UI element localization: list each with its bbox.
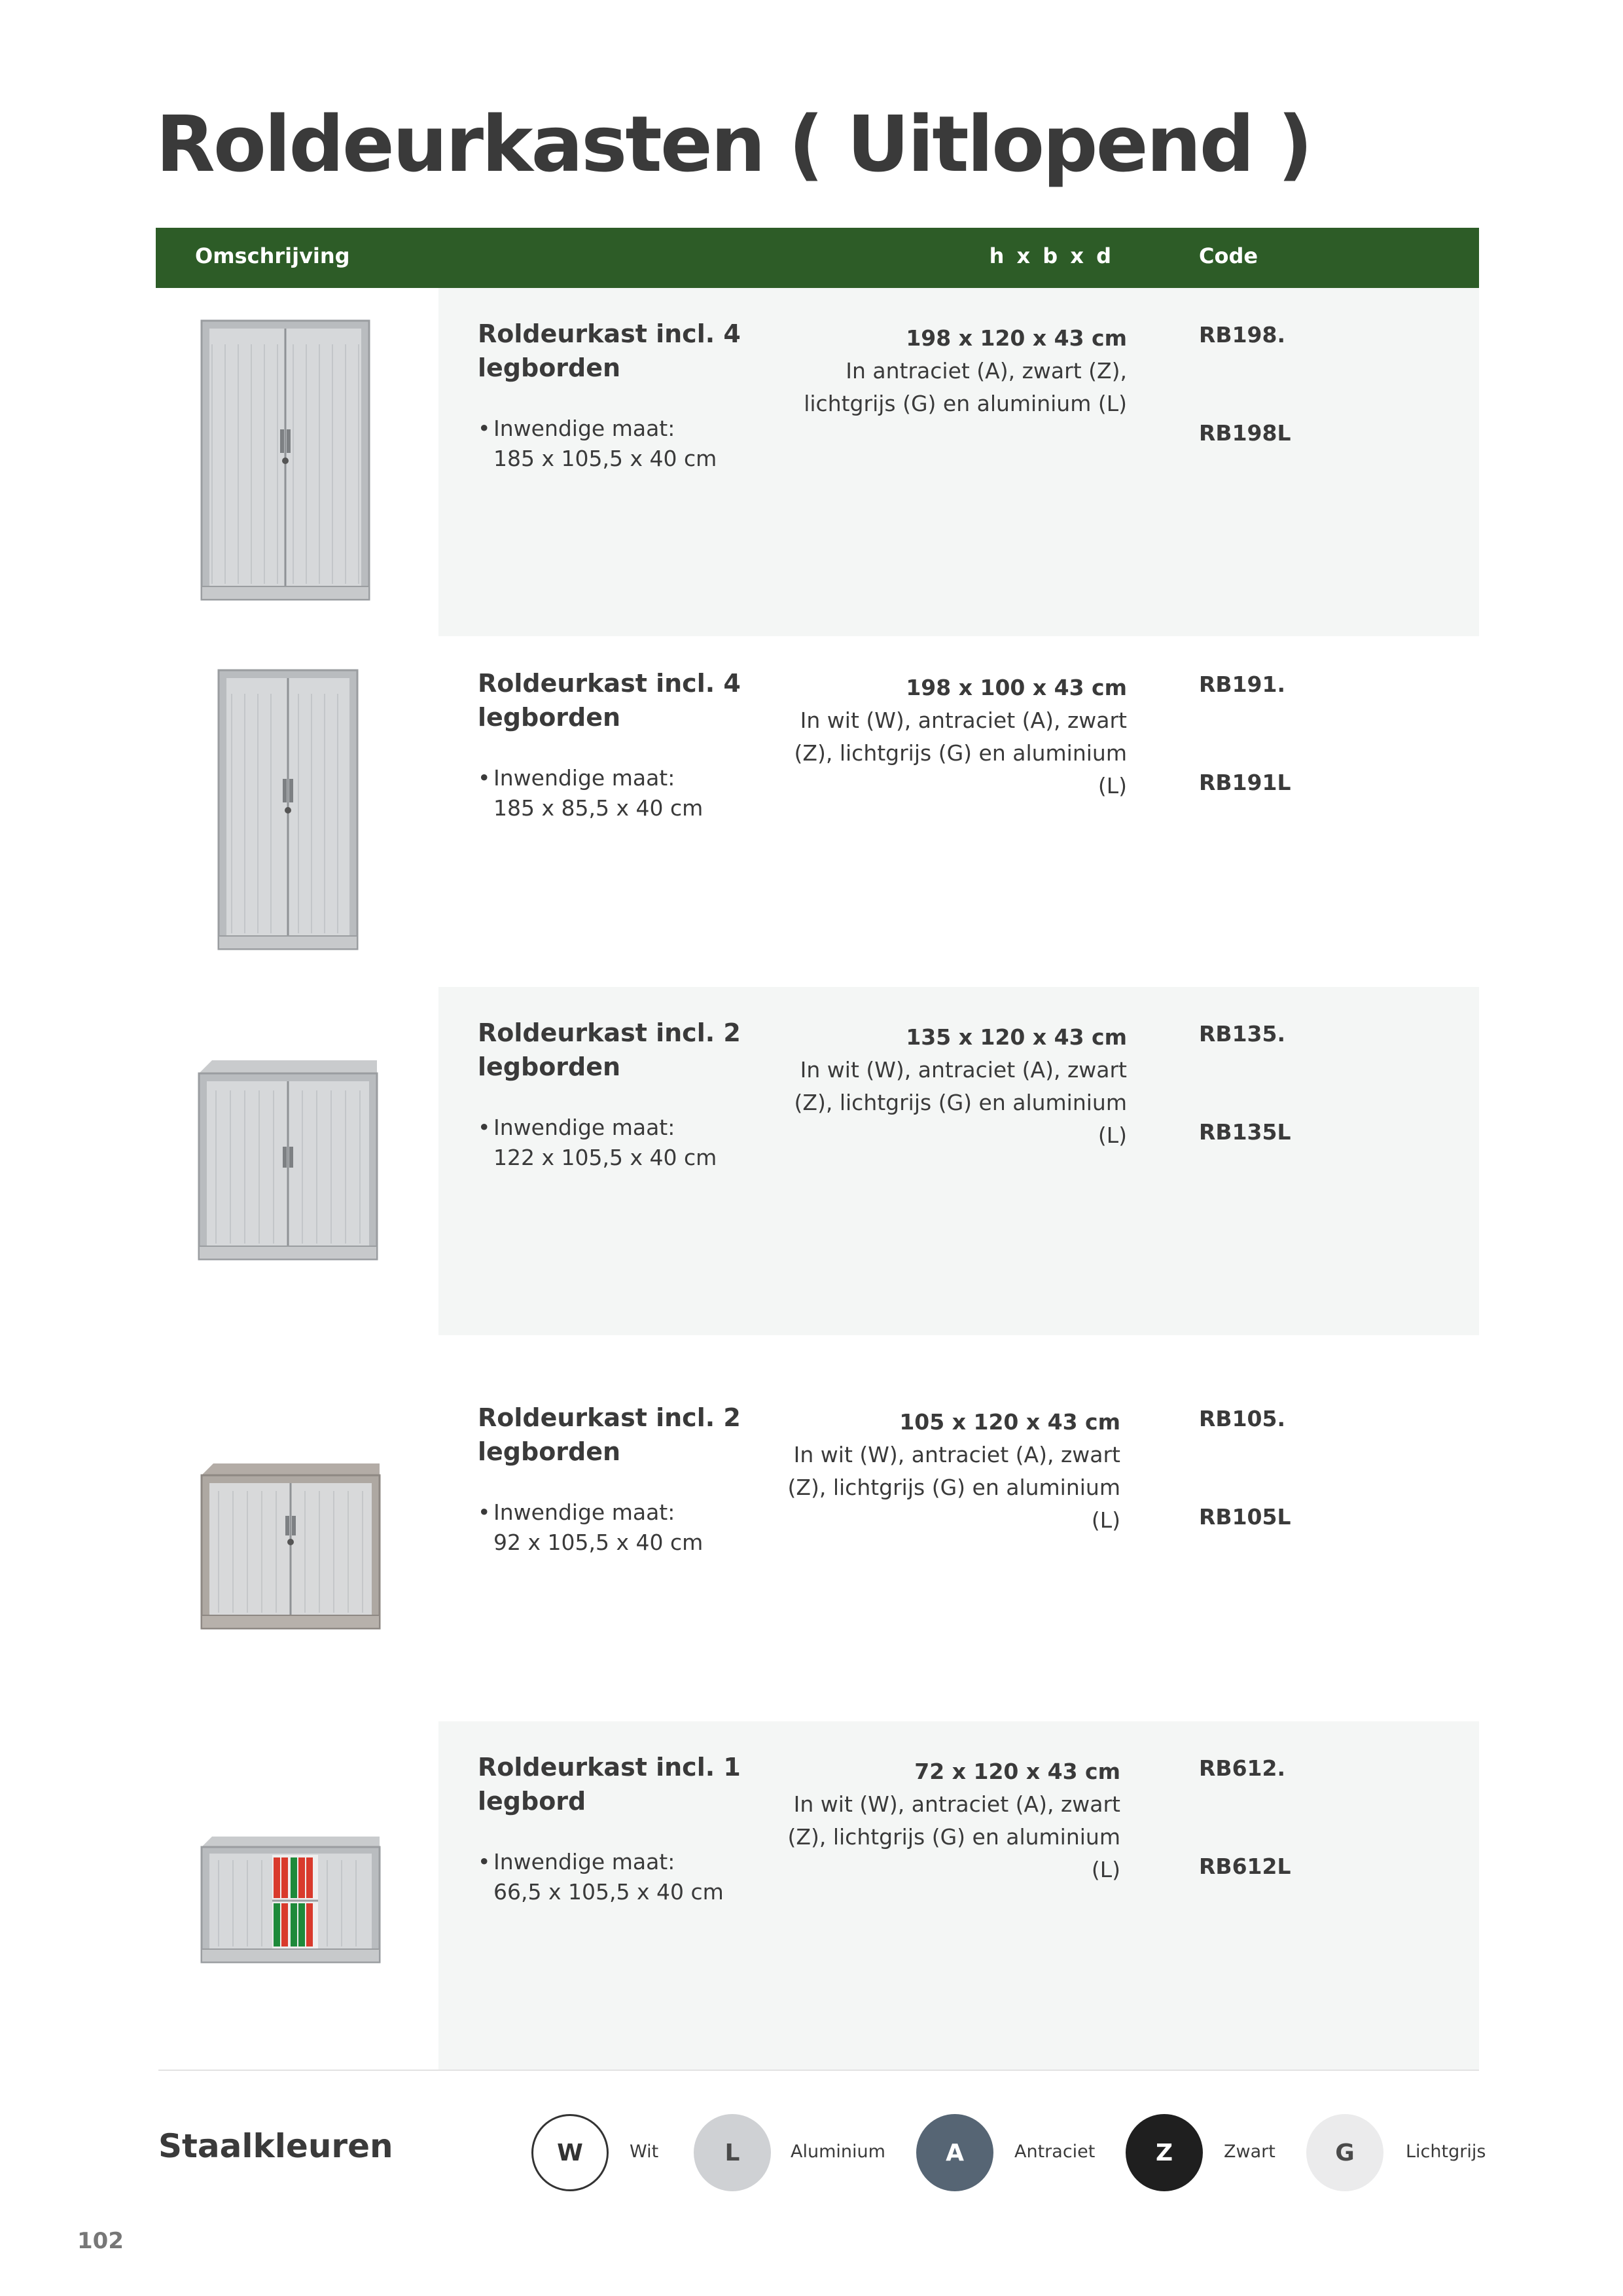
product-code: RB198.: [1199, 322, 1285, 348]
cabinet-image: [199, 318, 372, 602]
swatch-circle: Z: [1126, 2114, 1203, 2191]
inner-size-label: Inwendige maat:: [493, 1849, 675, 1874]
table-header: [156, 228, 1479, 288]
cabinet-image: [199, 1834, 382, 1965]
outer-size: 135 x 120 x 43 cm: [906, 1024, 1127, 1050]
bullet-icon: •: [478, 1849, 491, 1874]
product-row: [156, 637, 1479, 986]
header-dimensions: h x b x d: [989, 243, 1114, 268]
product-code: RB191.: [1199, 672, 1285, 697]
bullet-icon: •: [478, 765, 491, 791]
available-colors: In wit (W), antraciet (A), zwart (Z), lichtgrijs (G) en aluminium (L): [794, 708, 1127, 798]
cabinet-image: [216, 668, 360, 952]
product-name: Roldeurkast incl. 2 legborden: [478, 1018, 741, 1081]
product-code: RB612.: [1199, 1755, 1285, 1781]
product-name: Roldeurkast incl. 4 legborden: [478, 669, 741, 732]
inner-size-label: Inwendige maat:: [493, 765, 675, 791]
product-row: [156, 288, 1479, 636]
swatch-name: Zwart: [1224, 2142, 1275, 2162]
outer-size: 72 x 120 x 43 cm: [914, 1759, 1120, 1784]
dimensions: [760, 322, 1127, 420]
bullet-icon: •: [478, 416, 491, 441]
outer-size: 198 x 120 x 43 cm: [906, 325, 1127, 351]
header-description: Omschrijving: [195, 243, 350, 268]
swatch-circle: A: [916, 2114, 993, 2191]
outer-size: 198 x 100 x 43 cm: [906, 675, 1127, 700]
product-row: [156, 1721, 1479, 2070]
product-name: Roldeurkast incl. 1 legbord: [478, 1753, 741, 1816]
swatch-circle: L: [694, 2114, 771, 2191]
inner-size-value: 66,5 x 105,5 x 40 cm: [493, 1879, 724, 1905]
inner-size-value: 122 x 105,5 x 40 cm: [493, 1145, 717, 1170]
bullet-icon: •: [478, 1499, 491, 1525]
inner-size-label: Inwendige maat:: [493, 1115, 675, 1140]
product-code-aluminium: RB105L: [1199, 1504, 1291, 1530]
cabinet-image: [196, 1058, 380, 1262]
swatch-circle: G: [1306, 2114, 1383, 2191]
bullet-icon: •: [478, 1115, 491, 1140]
header-code: Code: [1199, 243, 1258, 268]
inner-size-value: 185 x 105,5 x 40 cm: [493, 446, 717, 471]
product-name: Roldeurkast incl. 2 legborden: [478, 1403, 741, 1466]
inner-size-value: 92 x 105,5 x 40 cm: [493, 1530, 704, 1555]
dimensions: [760, 1021, 1127, 1152]
dimensions: [760, 672, 1127, 802]
inner-size-value: 185 x 85,5 x 40 cm: [493, 795, 704, 821]
product-code-aluminium: RB198L: [1199, 420, 1291, 446]
dimensions: [754, 1406, 1120, 1537]
inner-size-label: Inwendige maat:: [493, 416, 675, 441]
outer-size: 105 x 120 x 43 cm: [899, 1409, 1120, 1435]
product-row: [156, 1372, 1479, 1720]
swatch-name: Antraciet: [1014, 2142, 1096, 2162]
available-colors: In antraciet (A), zwart (Z), lichtgrijs (G) en aluminium (L): [804, 358, 1127, 416]
page-number: 102: [77, 2228, 124, 2254]
cabinet-image: [199, 1461, 382, 1631]
swatch-name: Aluminium: [791, 2142, 885, 2162]
swatch-circle: W: [531, 2114, 609, 2191]
product-row: [156, 987, 1479, 1335]
page-title: Roldeurkasten ( Uitlopend ): [156, 99, 1311, 189]
available-colors: In wit (W), antraciet (A), zwart (Z), lichtgrijs (G) en aluminium (L): [794, 1057, 1127, 1148]
product-code: RB135.: [1199, 1021, 1285, 1047]
swatch-name: Wit: [630, 2142, 659, 2162]
inner-size-label: Inwendige maat:: [493, 1499, 675, 1525]
available-colors: In wit (W), antraciet (A), zwart (Z), lichtgrijs (G) en aluminium (L): [787, 1442, 1120, 1533]
swatch-name: Lichtgrijs: [1406, 2142, 1486, 2162]
product-name: Roldeurkast incl. 4 legborden: [478, 319, 741, 382]
divider: [158, 2070, 1479, 2071]
inner-size: [478, 414, 818, 474]
dimensions: [754, 1755, 1120, 1886]
product-code: RB105.: [1199, 1406, 1285, 1431]
product-code-aluminium: RB612L: [1199, 1854, 1291, 1879]
available-colors: In wit (W), antraciet (A), zwart (Z), lichtgrijs (G) en aluminium (L): [787, 1791, 1120, 1882]
swatches-title: Staalkleuren: [158, 2127, 393, 2165]
product-code-aluminium: RB135L: [1199, 1119, 1291, 1145]
product-code-aluminium: RB191L: [1199, 770, 1291, 795]
